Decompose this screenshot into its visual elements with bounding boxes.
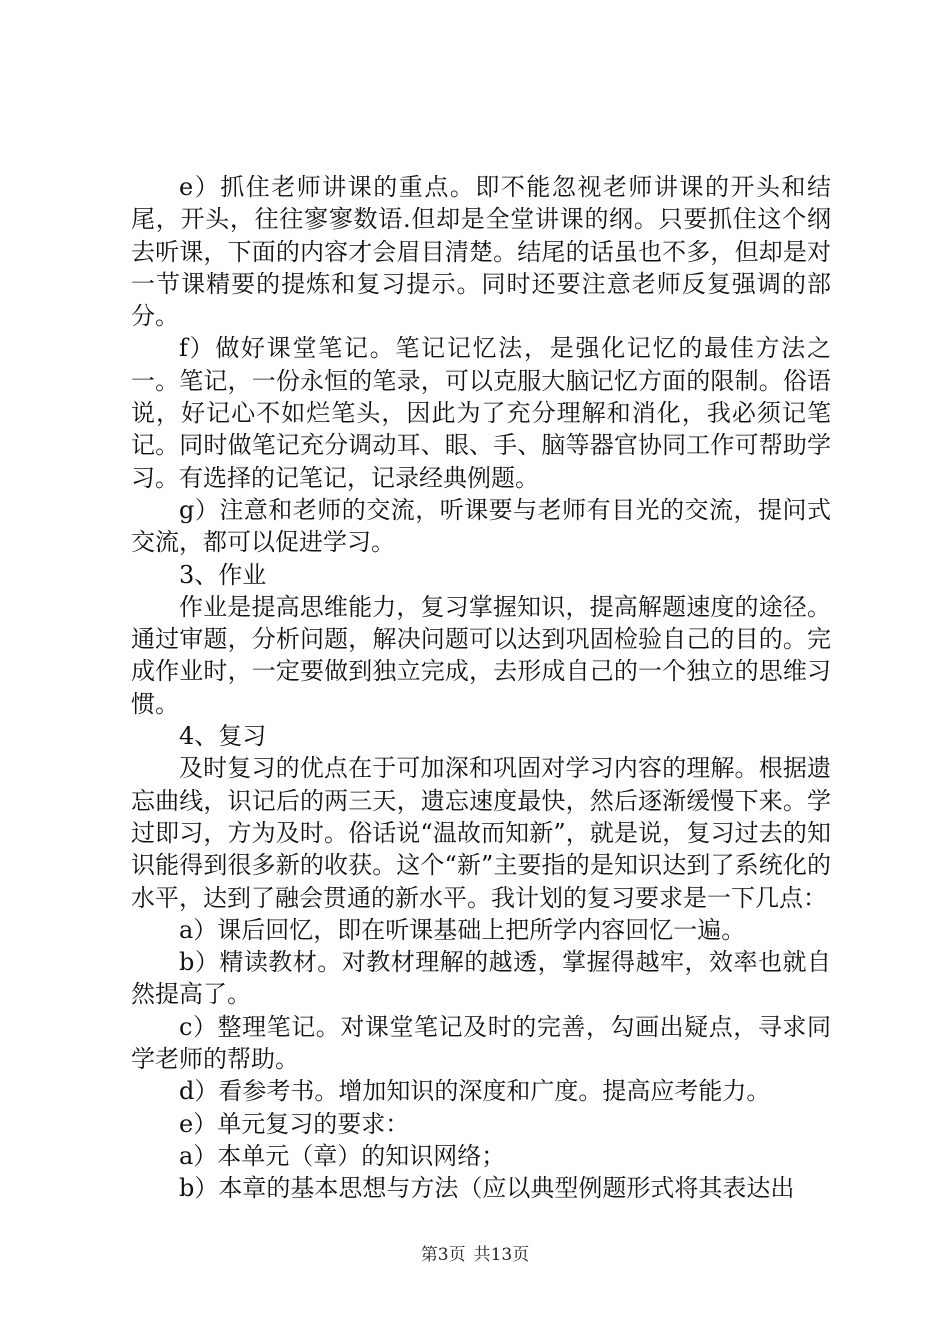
list-item-b-textbook: b）精读教材。对教材理解的越透，掌握得越牢，效率也就自然提高了。 (131, 948, 831, 1009)
page-number: 第3页 (420, 1245, 466, 1265)
paragraph-e-key-points: e）抓住老师讲课的重点。即不能忽视老师讲课的开头和结尾，开头，往往寥寥数语.但却是全堂讲课的纲。只要抓住这个纲去听课，下面的内容才会眉目清楚。结尾的话虽也不多，但却是对一节课精要的提炼和复习提示。同时还要注意老师反复强调的部分。 (131, 173, 831, 331)
list-item-e-unit-review: e）单元复习的要求： (179, 1109, 410, 1138)
paragraph-f-class-notes: f）做好课堂笔记。笔记记忆法，是强化记忆的最佳方法之一。笔记，一份永恒的笔录，可以克服大脑记忆方面的限制。俗语说，好记心不如烂笔头，因此为了充分理解和消化，我必须记笔记。同时做笔记充分调动耳、眼、手、脑等器官协同工作可帮助学习。有选择的记笔记，记录经典例题。 (131, 334, 831, 492)
list-item-d-reference-books: d）看参考书。增加知识的深度和广度。提高应考能力。 (179, 1077, 771, 1106)
document-body (131, 171, 831, 1205)
list-item-b-methods: b）本章的基本思想与方法（应以典型例题形式将其表达出 (179, 1174, 795, 1203)
paragraph-g-teacher-communication: g）注意和老师的交流，听课要与老师有目光的交流，提问式交流，都可以促进学习。 (131, 495, 831, 557)
page-footer (0, 1240, 950, 1265)
section-heading-review: 4、复习 (179, 722, 267, 751)
section-heading-homework: 3、作业 (179, 560, 267, 589)
page-total: 共13页 (473, 1245, 530, 1265)
list-item-a-knowledge-network: a）本单元（章）的知识网络； (179, 1141, 506, 1170)
paragraph-review: 及时复习的优点在于可加深和巩固对学习内容的理解。根据遗忘曲线，识记后的两三天，遗忘速度最快，然后逐渐缓慢下来。学过即习，方为及时。俗话说“温故而知新”，就是说，复习过去的知识能得到很多新的收获。这个“新”主要指的是知识达到了系统化的水平，达到了融会贯通的新水平。我计划的复习要求是一下几点： (131, 754, 831, 912)
list-item-a-recall: a）课后回忆，即在听课基础上把所学内容回忆一遍。 (179, 915, 746, 944)
list-item-c-notes: c）整理笔记。对课堂笔记及时的完善，勾画出疑点，寻求同学老师的帮助。 (131, 1012, 831, 1074)
paragraph-homework: 作业是提高思维能力，复习掌握知识，提高解题速度的途径。通过审题，分析问题，解决问题可以达到巩固检验自己的目的。完成作业时，一定要做到独立完成，去形成自己的一个独立的思维习惯。 (131, 592, 831, 718)
